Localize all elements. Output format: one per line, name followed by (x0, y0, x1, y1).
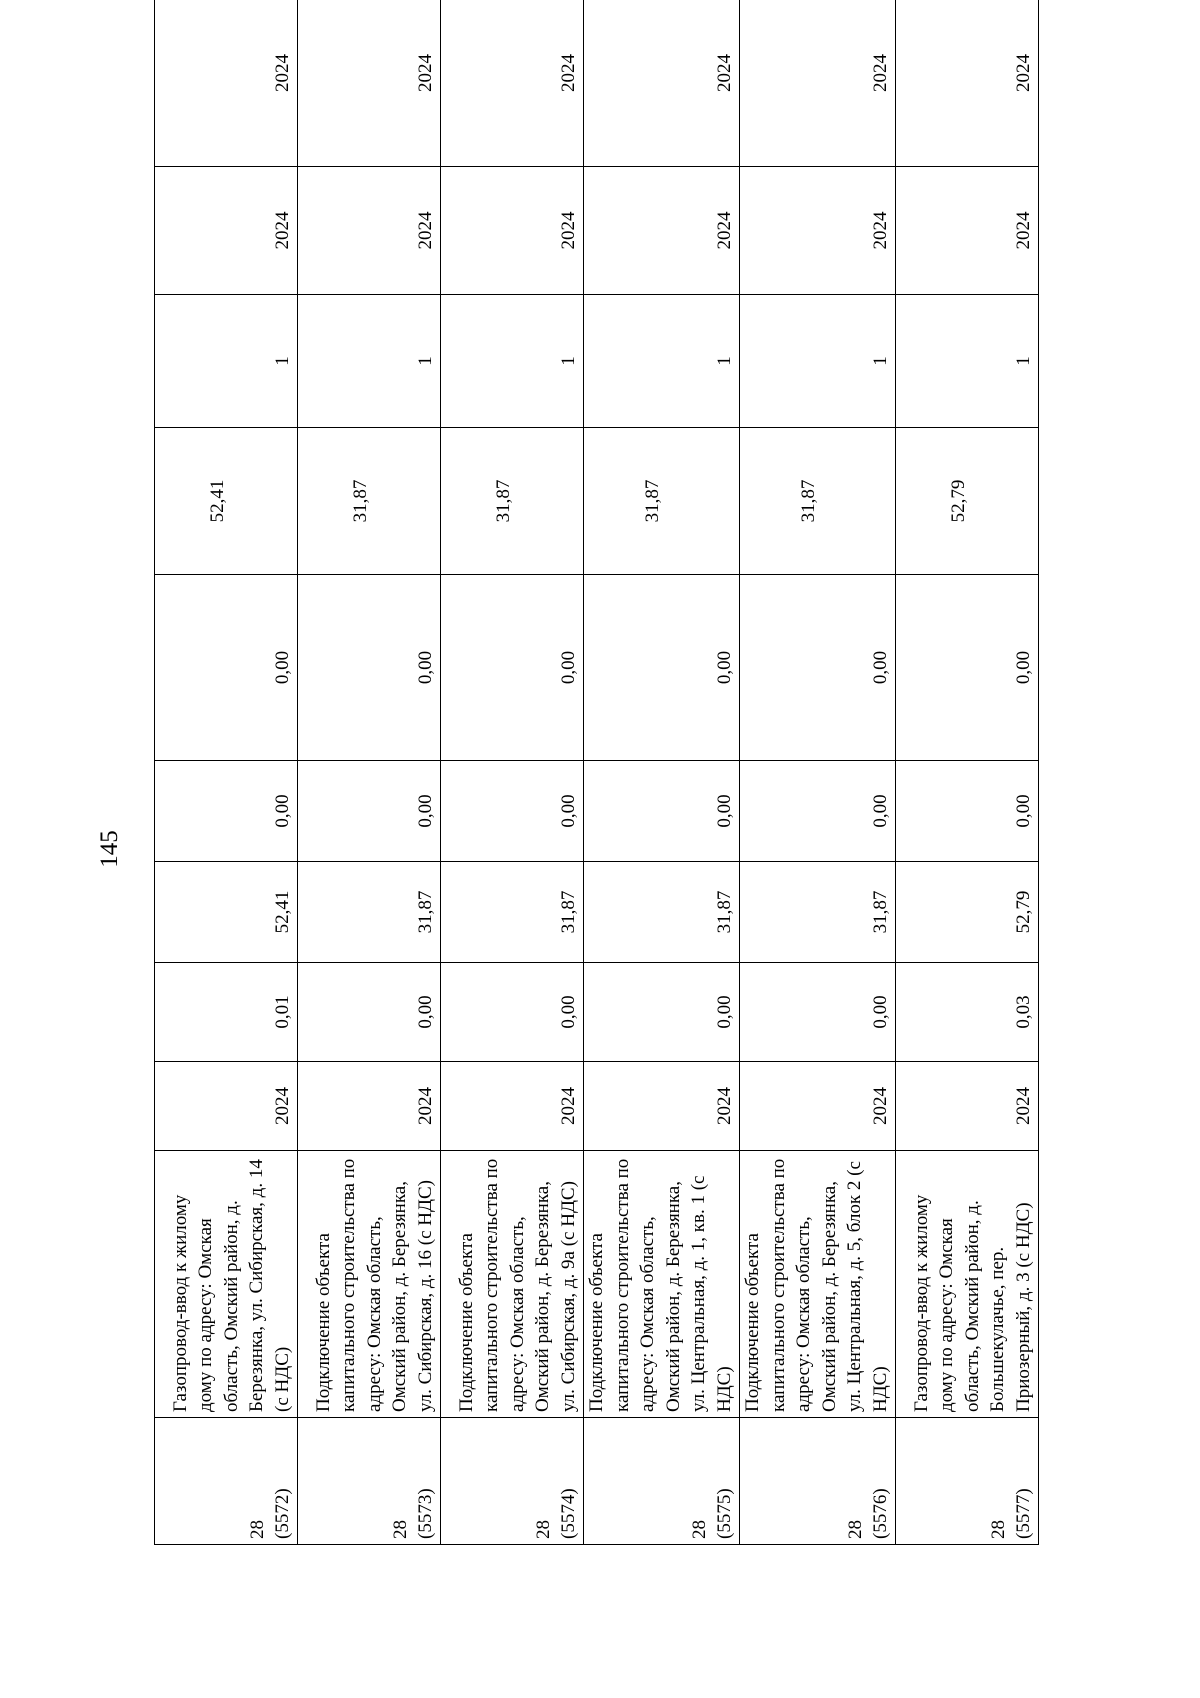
value-cell (155, 963, 298, 1062)
row-number-cell (584, 1418, 740, 1545)
year-cell (896, 1062, 1039, 1151)
year-text: 2024 (870, 1087, 891, 1125)
value-cell (896, 761, 1039, 862)
value-cell (584, 761, 740, 862)
year-text: 2024 (272, 54, 293, 92)
value-cell (740, 428, 896, 575)
quantity-text: 1 (558, 356, 579, 366)
value-cell (441, 761, 584, 862)
value-cell (155, 761, 298, 862)
year-text: 2024 (870, 211, 891, 250)
value-text: 0,00 (415, 995, 436, 1029)
value-cell (155, 862, 298, 963)
page-number: 145 (96, 830, 123, 868)
row-number: 28 (533, 1520, 554, 1539)
table-body (155, 0, 1039, 1545)
year-text: 2024 (272, 211, 293, 250)
row-code: (5577) (1013, 1488, 1034, 1539)
year-cell (740, 167, 896, 295)
value-text: 0,00 (714, 794, 735, 828)
value-text: 52,79 (947, 479, 969, 523)
year-text: 2024 (714, 54, 735, 92)
object-name-cell (441, 1151, 584, 1418)
year-text: 2024 (558, 54, 579, 92)
object-name-text: Газопровод-ввод к жилому дому по адресу: Омская область, Омский район, д. Большекулачье, пер. Приозерный, д. 3 (с НДС) (910, 1194, 1034, 1412)
value-cell (584, 428, 740, 575)
year-text: 2024 (714, 1087, 735, 1125)
year-cell (155, 0, 298, 167)
value-text: 0,01 (272, 995, 293, 1029)
row-number-cell (441, 1418, 584, 1545)
value-text: 0,00 (714, 650, 735, 685)
year-cell (441, 167, 584, 295)
object-name-text: Газопровод-ввод к жилому дому по адресу: Омская область, Омский район, д. Березянка, ул. Сибирская, д. 14 (с НДС) (169, 1159, 293, 1412)
value-text: 0,00 (415, 650, 436, 685)
value-cell (441, 862, 584, 963)
year-cell (896, 0, 1039, 167)
object-name-text: Подключение объекта капитального строительства по адресу: Омская область, Омский район, д. Березянка, ул. Сибирская, д. 9а (с НДС) (455, 1158, 579, 1412)
value-cell (155, 428, 298, 575)
year-text: 2024 (558, 211, 579, 250)
value-text: 0,00 (870, 650, 891, 685)
object-name-cell (740, 1151, 896, 1418)
year-text: 2024 (415, 211, 436, 250)
value-text: 52,79 (1013, 890, 1034, 934)
row-number: 28 (689, 1520, 710, 1539)
row-number-cell (896, 1418, 1039, 1545)
value-text: 52,41 (206, 479, 228, 523)
value-cell (896, 575, 1039, 761)
object-name-cell (584, 1151, 740, 1418)
value-cell (740, 761, 896, 862)
table-row (896, 0, 1039, 1545)
quantity-cell (740, 295, 896, 428)
year-text: 2024 (870, 54, 891, 92)
value-text: 31,87 (492, 479, 514, 523)
value-cell (441, 575, 584, 761)
year-cell (298, 1062, 441, 1151)
row-code: (5573) (415, 1488, 436, 1539)
value-text: 0,00 (272, 794, 293, 828)
year-text: 2024 (415, 1087, 436, 1125)
year-cell (896, 167, 1039, 295)
value-text: 0,00 (558, 995, 579, 1029)
rotated-table-container (154, 54, 1054, 1545)
value-cell (441, 428, 584, 575)
table-row (155, 0, 298, 1545)
object-name-cell (155, 1151, 298, 1418)
value-cell (584, 575, 740, 761)
row-number: 28 (247, 1520, 268, 1539)
table-row (298, 0, 441, 1545)
year-cell (740, 0, 896, 167)
year-cell (584, 167, 740, 295)
row-code: (5574) (558, 1488, 579, 1539)
quantity-text: 1 (415, 356, 436, 366)
quantity-text: 1 (870, 356, 891, 366)
value-cell (298, 963, 441, 1062)
value-text: 0,00 (870, 995, 891, 1029)
quantity-cell (155, 295, 298, 428)
data-table (154, 0, 1039, 1545)
table-row (740, 0, 896, 1545)
object-name-text: Подключение объекта капитального строительства по адресу: Омская область, Омский район, д. Березянка, ул. Центральная, д. 1, кв. 1 (с НДС) (586, 1158, 735, 1412)
value-cell (740, 862, 896, 963)
row-number-cell (298, 1418, 441, 1545)
value-cell (896, 428, 1039, 575)
value-text: 0,00 (415, 794, 436, 828)
value-text: 31,87 (798, 479, 819, 523)
value-text: 0,00 (1013, 650, 1034, 685)
value-cell (155, 575, 298, 761)
row-number-cell (740, 1418, 896, 1545)
year-text: 2024 (272, 1087, 293, 1125)
value-text: 31,87 (870, 890, 891, 934)
quantity-cell (298, 295, 441, 428)
value-text: 0,00 (558, 650, 579, 685)
row-code: (5572) (272, 1488, 293, 1539)
table-row (584, 0, 740, 1545)
row-number: 28 (845, 1520, 866, 1539)
value-text: 31,87 (642, 479, 663, 523)
value-cell (896, 862, 1039, 963)
value-text: 0,00 (714, 995, 735, 1029)
year-cell (740, 1062, 896, 1151)
year-text: 2024 (1013, 1087, 1034, 1125)
quantity-text: 1 (272, 356, 293, 366)
year-cell (584, 1062, 740, 1151)
value-text: 0,00 (272, 650, 293, 685)
object-name-text: Подключение объекта капитального строительства по адресу: Омская область, Омский район, д. Березянка, ул. Сибирская, д. 16 (с НДС) (312, 1158, 436, 1412)
quantity-cell (584, 295, 740, 428)
object-name-cell (298, 1151, 441, 1418)
value-cell (298, 575, 441, 761)
value-cell (584, 963, 740, 1062)
quantity-cell (441, 295, 584, 428)
value-cell (441, 963, 584, 1062)
value-cell (298, 428, 441, 575)
value-cell (740, 575, 896, 761)
row-code: (5576) (870, 1488, 891, 1539)
object-name-cell (896, 1151, 1039, 1418)
row-number: 28 (988, 1520, 1009, 1539)
year-text: 2024 (558, 1087, 579, 1125)
value-cell (584, 862, 740, 963)
value-cell (298, 862, 441, 963)
value-text: 0,00 (870, 794, 891, 828)
year-cell (155, 167, 298, 295)
value-text: 31,87 (415, 890, 436, 934)
quantity-text: 1 (1013, 356, 1034, 366)
object-name-text: Подключение объекта капитального строительства по адресу: Омская область, Омский район, д. Березянка, ул. Центральная, д. 5, блок 2 (с НДС) (742, 1158, 891, 1412)
value-cell (896, 963, 1039, 1062)
year-text: 2024 (415, 54, 436, 92)
year-text: 2024 (1013, 54, 1034, 92)
year-cell (441, 0, 584, 167)
year-cell (441, 1062, 584, 1151)
row-number: 28 (390, 1520, 411, 1539)
year-cell (584, 0, 740, 167)
row-code: (5575) (714, 1488, 735, 1539)
value-text: 0,03 (1013, 995, 1034, 1029)
quantity-text: 1 (714, 356, 735, 366)
value-text: 31,87 (558, 890, 579, 934)
value-cell (298, 761, 441, 862)
value-cell (740, 963, 896, 1062)
year-cell (298, 0, 441, 167)
year-cell (298, 167, 441, 295)
value-text: 0,00 (558, 794, 579, 828)
year-cell (155, 1062, 298, 1151)
value-text: 52,41 (272, 890, 293, 934)
value-text: 0,00 (1013, 794, 1034, 828)
quantity-cell (896, 295, 1039, 428)
year-text: 2024 (714, 211, 735, 250)
value-text: 31,87 (714, 890, 735, 934)
row-number-cell (155, 1418, 298, 1545)
year-text: 2024 (1013, 211, 1034, 250)
value-text: 31,87 (349, 479, 371, 523)
table-row (441, 0, 584, 1545)
